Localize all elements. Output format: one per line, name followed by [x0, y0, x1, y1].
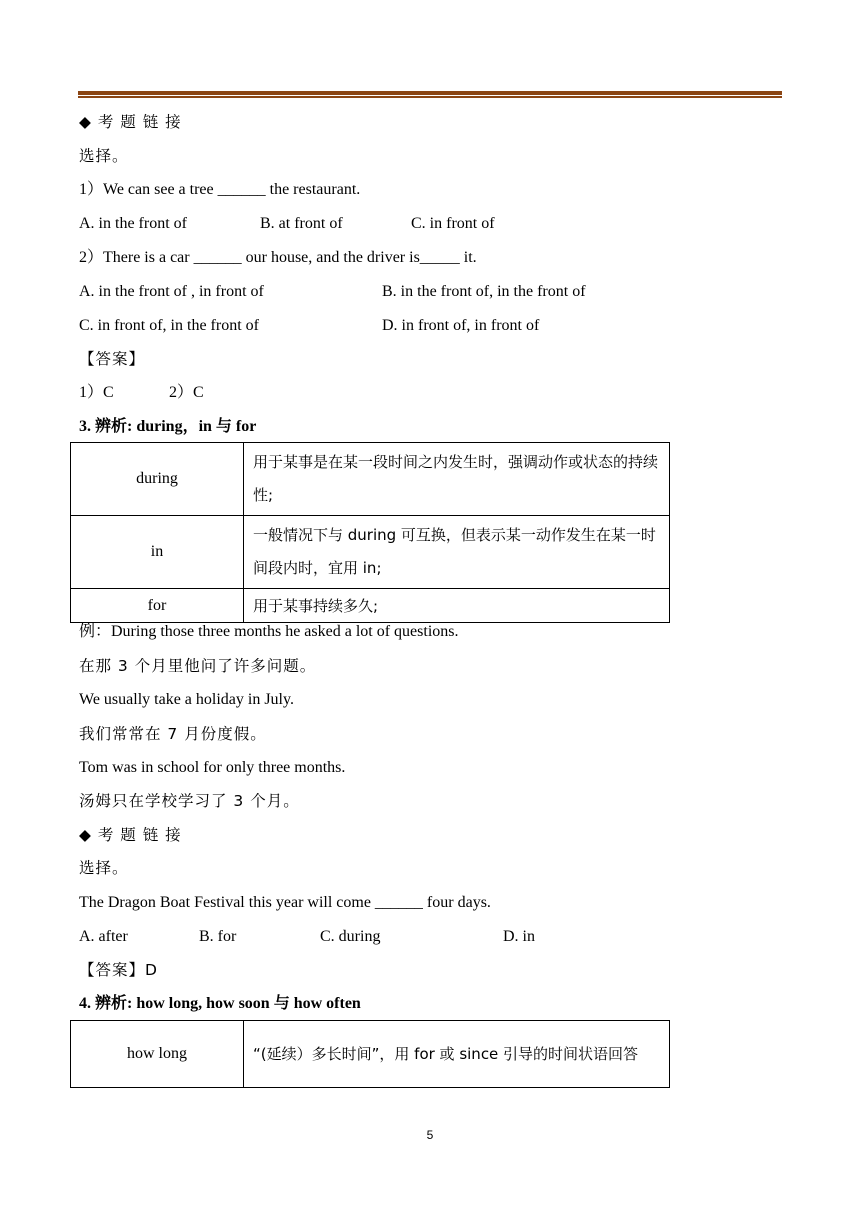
option-c: C. in front of, in the front of — [79, 317, 259, 334]
example-translation: 我们常常在 7 月份度假。 — [79, 725, 267, 743]
option-a: A. in the front of — [79, 215, 187, 232]
question-2-options-row2 — [79, 316, 779, 336]
example-line: We usually take a holiday in July. — [79, 691, 294, 708]
example-line: 例：During those three months he asked a lot of questions. — [79, 623, 459, 640]
header-rule-thin — [78, 96, 782, 98]
question-2: 2）There is a car ______ our house, and the driver is_____ it. — [79, 249, 477, 266]
section-4-table — [70, 1020, 670, 1088]
question-3: The Dragon Boat Festival this year will come ______ four days. — [79, 894, 491, 911]
table-desc: 用于某事持续多久; — [244, 589, 670, 623]
question-1-options — [79, 214, 779, 234]
table-key: in — [71, 516, 244, 589]
option-a: A. after — [79, 928, 128, 945]
answer-1: 1）C — [79, 384, 114, 401]
answer-line: 【答案】D — [79, 961, 158, 979]
table-key: for — [71, 589, 244, 623]
question-2-options-row1 — [79, 282, 779, 302]
option-b: B. in the front of, in the front of — [382, 283, 586, 300]
table-desc: “(延续）多长时间”，用 for 或 since 引导的时间状语回答 — [244, 1021, 670, 1088]
option-b: B. for — [199, 928, 237, 945]
table-row — [71, 589, 670, 623]
table-key: during — [71, 443, 244, 516]
example-translation: 在那 3 个月里他问了许多问题。 — [79, 657, 317, 675]
option-c: C. in front of — [411, 215, 495, 232]
table-row — [71, 516, 670, 589]
option-c: C. during — [320, 928, 381, 945]
exam-link-heading: ◆ 考 题 链 接 — [79, 826, 182, 844]
section-3-title: 3. 辨析: during，in 与 for — [79, 418, 257, 435]
page-number: 5 — [426, 1128, 434, 1142]
example-translation: 汤姆只在学校学习了 3 个月。 — [79, 792, 300, 810]
section-4-title: 4. 辨析: how long, how soon 与 how often — [79, 995, 361, 1012]
table-key: how long — [71, 1021, 244, 1088]
option-a: A. in the front of , in front of — [79, 283, 264, 300]
answer-2: 2）C — [169, 384, 204, 401]
table-desc: 一般情况下与 during 可互换，但表示某一动作发生在某一时间段内时，宜用 in; — [244, 516, 670, 589]
table-row — [71, 1021, 670, 1088]
option-d: D. in front of, in front of — [382, 317, 540, 334]
exam-link-heading: ◆ 考 题 链 接 — [79, 113, 182, 131]
section-3-table — [70, 442, 670, 623]
answer-row — [79, 383, 379, 403]
answer-label: 【答案】 — [79, 350, 146, 368]
question-3-options — [79, 927, 779, 947]
select-label: 选择。 — [79, 147, 129, 165]
option-d: D. in — [503, 928, 535, 945]
header-rule-thick — [78, 91, 782, 95]
question-1: 1）We can see a tree ______ the restaurant. — [79, 181, 361, 198]
example-line: Tom was in school for only three months. — [79, 759, 346, 776]
table-row — [71, 443, 670, 516]
select-label: 选择。 — [79, 859, 129, 877]
table-desc: 用于某事是在某一段时间之内发生时，强调动作或状态的持续性; — [244, 443, 670, 516]
option-b: B. at front of — [260, 215, 343, 232]
